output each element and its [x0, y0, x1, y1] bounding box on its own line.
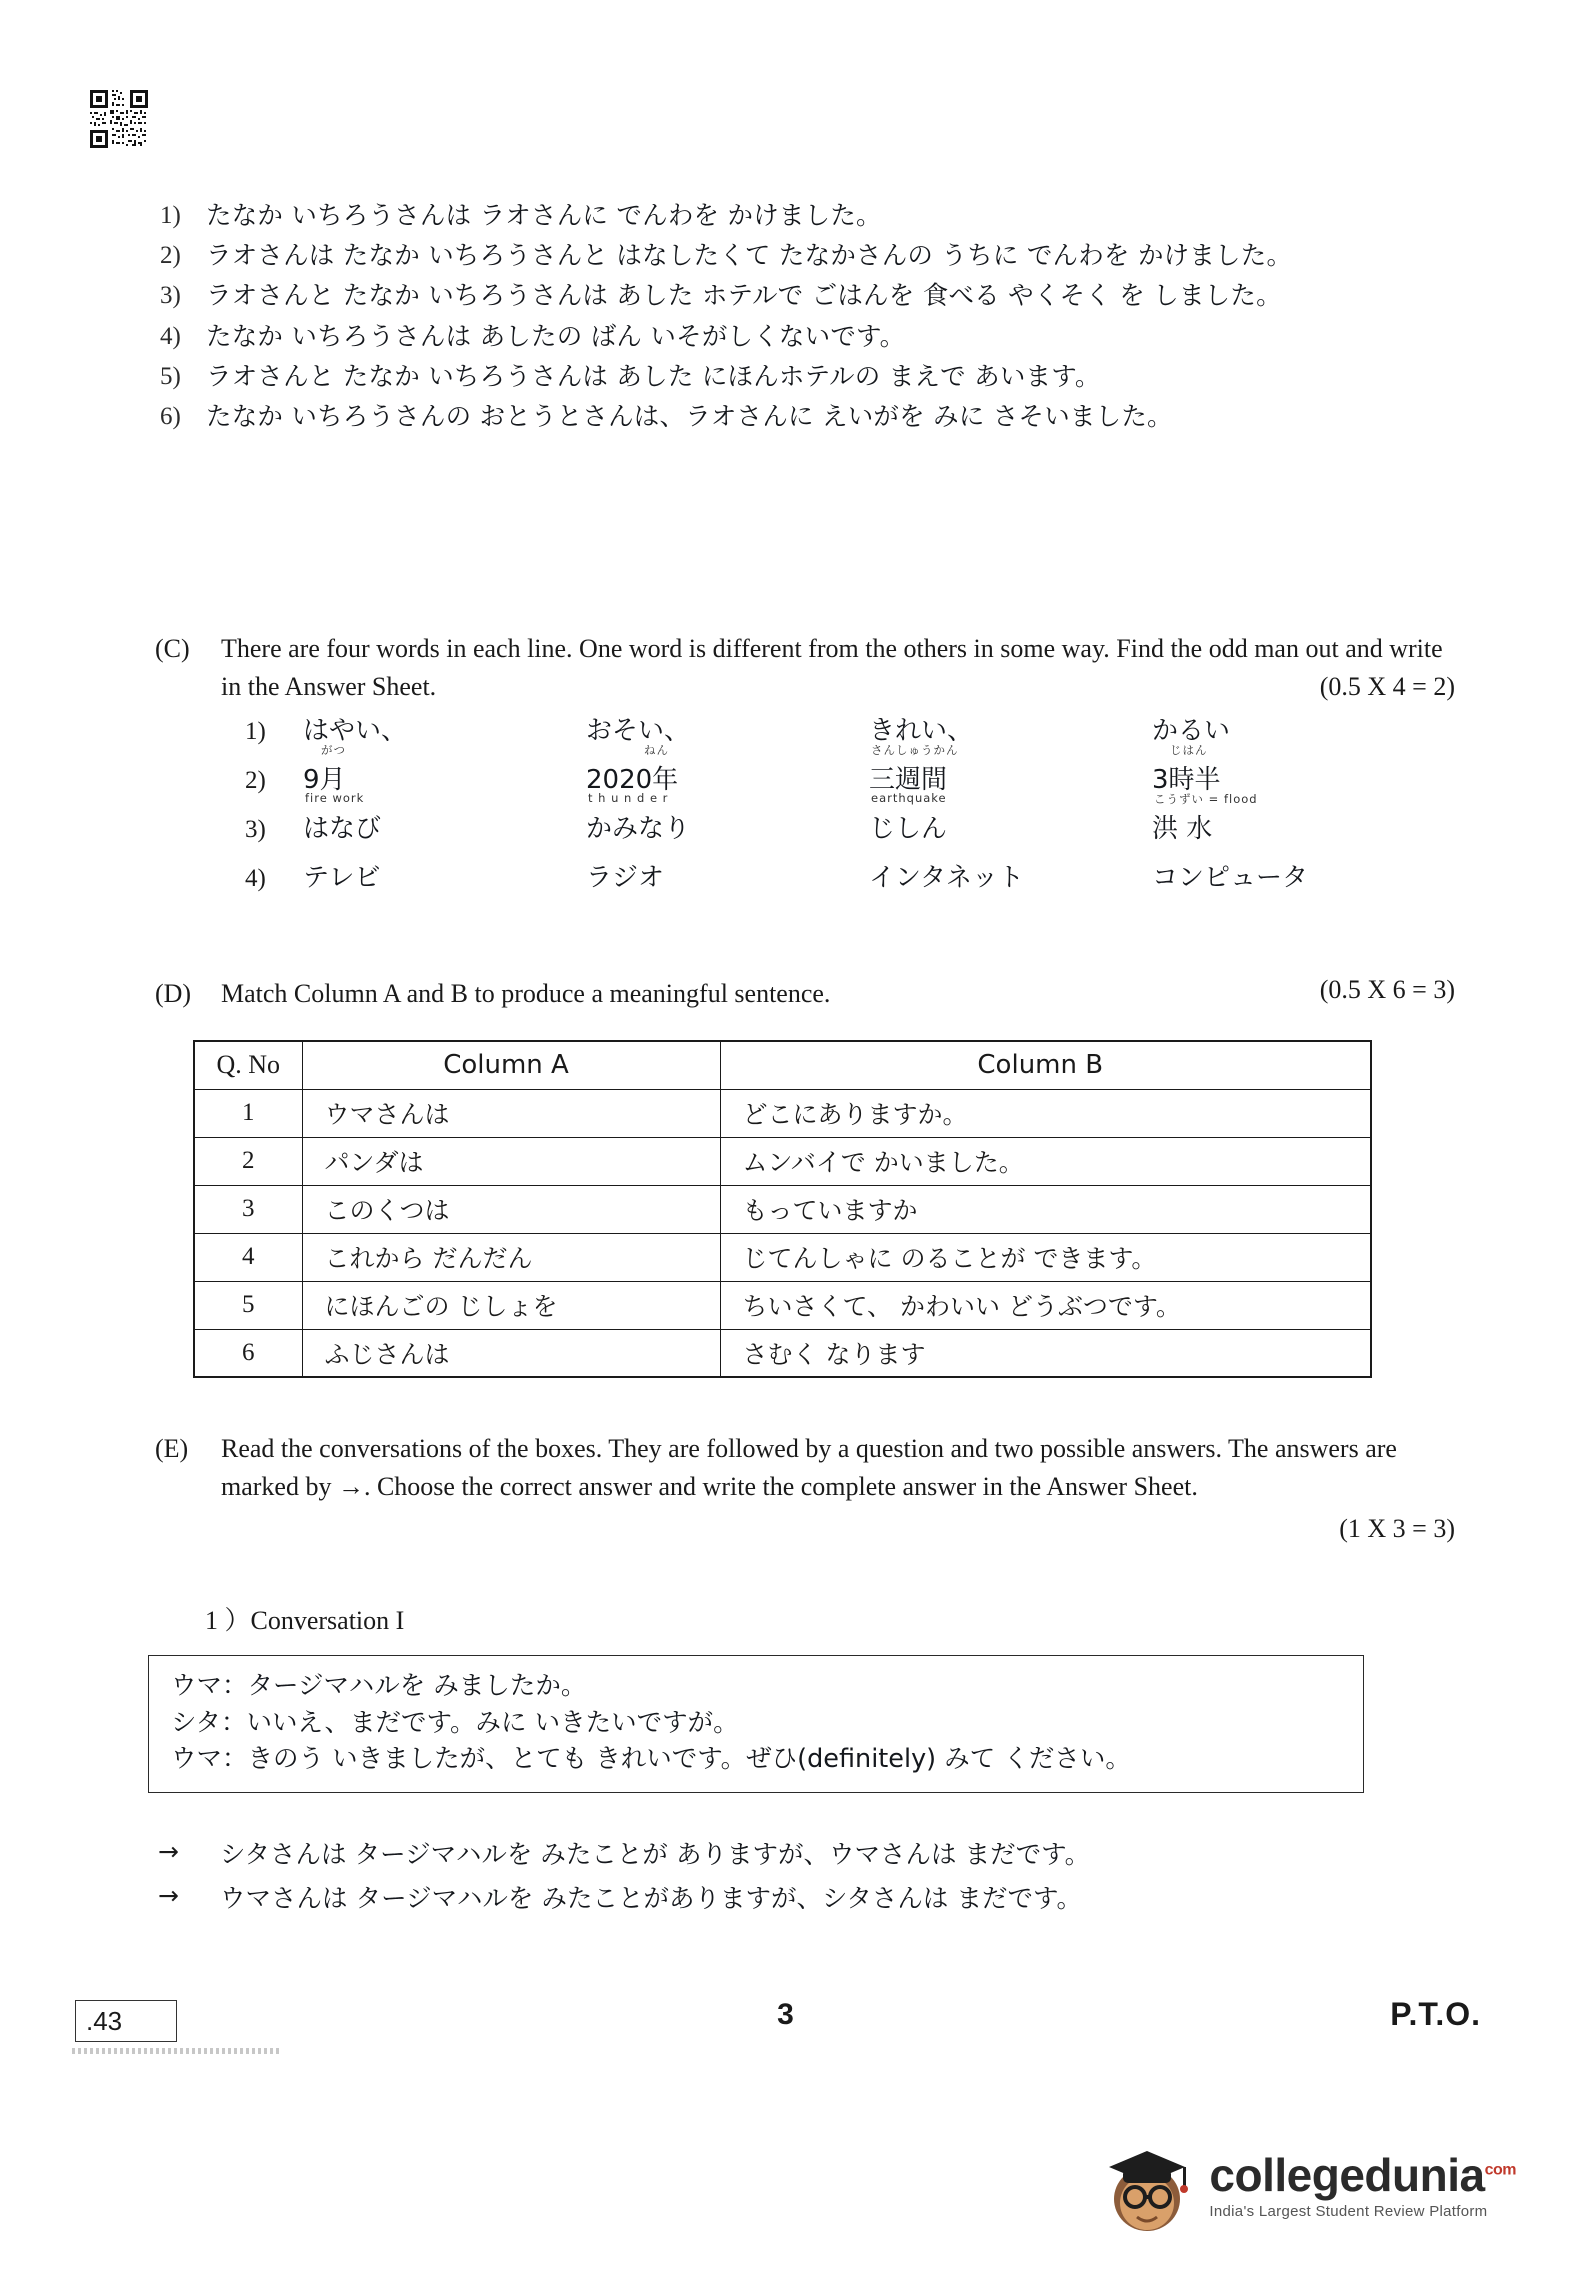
odd-word-text: きれい、 [869, 716, 974, 746]
odd-word [303, 857, 586, 895]
table-row [194, 1089, 1371, 1137]
odd-word-text: 2020年 [586, 765, 679, 795]
odd-word-ruby: がつ [321, 743, 346, 757]
column-header-qno: Q. No [194, 1041, 302, 1089]
odd-word-text: かみなり [586, 814, 691, 844]
cell-qno: 1 [194, 1089, 302, 1137]
answer-option [158, 1879, 1458, 1915]
answer-options [158, 1835, 1458, 1923]
section-d-instruction: Match Column A and B to produce a meaningful sentence. [221, 979, 831, 1008]
qr-code-icon [88, 88, 150, 150]
list-item-number: 4) [160, 322, 181, 350]
odd-row-number: 2) [245, 767, 266, 794]
list-item-text: たなか いちろうさんの おとうとさんは、ラオさんに えいがを みに さそいました。 [206, 402, 1173, 433]
cell-column-b: ちいさくて、 かわいい どうぶつです。 [720, 1281, 1371, 1329]
table-row [194, 1185, 1371, 1233]
section-d-label: (D) [155, 979, 192, 1008]
list-item-number: 5) [160, 362, 181, 390]
list-item-number: 1) [160, 202, 181, 229]
odd-row [245, 857, 1475, 895]
section-e-instruction: Read the conversations of the boxes. They are followed by a question and two possible answers. The answers are marked by →. Choose the correct answer and write the complete answer in the Answer Sheet. [221, 1434, 1397, 1501]
pto-label: P.T.O. [1390, 1996, 1481, 2032]
cell-column-b: じてんしゃに のることが できます。 [720, 1233, 1371, 1281]
footer-divider [72, 2048, 282, 2054]
odd-word [586, 710, 869, 748]
list-item [160, 359, 1460, 395]
odd-word [586, 791, 869, 846]
arrow-icon: → [158, 1837, 179, 1866]
odd-word-text: はやい、 [303, 716, 408, 746]
section-c-instruction: There are four words in each line. One word is different from the others in some way. Find the odd man out and write in the Answer Sheet. [221, 634, 1443, 701]
collegedunia-watermark [1099, 2137, 1516, 2233]
odd-word-text: ラジオ [586, 863, 665, 893]
cell-qno: 5 [194, 1281, 302, 1329]
table-row [194, 1233, 1371, 1281]
odd-word-ruby: t h u n d e r [588, 791, 669, 805]
odd-word [869, 857, 1152, 895]
odd-row [245, 743, 1475, 797]
odd-word-text: インタネット [869, 863, 1024, 893]
odd-one-out-grid [245, 710, 1475, 906]
section-c-label: (C) [155, 634, 190, 663]
odd-word [869, 791, 1152, 846]
table-row [194, 1137, 1371, 1185]
odd-word-ruby: ねん [644, 743, 669, 757]
japanese-sentence-list [160, 198, 1460, 439]
list-item-number: 6) [160, 403, 181, 431]
list-item-text: ラオさんと たなか いちろうさんは あした ホテルで ごはんを 食べる やくそく を しました。 [206, 281, 1282, 312]
section-c [155, 630, 1455, 705]
cell-column-b: もっていますか [720, 1185, 1371, 1233]
conversation-box [148, 1655, 1364, 1793]
odd-row-number: 4) [245, 865, 266, 892]
cell-column-a: にほんごの じしょを [302, 1281, 720, 1329]
odd-word-ruby: こうずい = flood [1154, 792, 1258, 806]
answer-text: シタさんは タージマハルを みたことが ありますが、ウマさんは まだです。 [220, 1840, 1091, 1870]
graduate-student-avatar-icon [1099, 2137, 1195, 2233]
list-item-text: ラオさんは たなか いちろうさんと はなしたくて たなかさんの うちに でんわを かけました。 [206, 241, 1293, 272]
conversation-line: シタ：いいえ、まだです。みに いきたいですが。 [171, 1707, 739, 1738]
cell-column-b: さむく なります [720, 1329, 1371, 1377]
odd-row-number: 3) [245, 816, 266, 843]
match-columns-table [193, 1040, 1372, 1378]
odd-word-text: 洪 水 [1152, 814, 1213, 844]
list-item-text: たなか いちろうさんは ラオさんに でんわを かけました。 [206, 201, 882, 231]
list-item-number: 3) [160, 282, 181, 310]
odd-word-text: おそい、 [586, 716, 691, 746]
cell-column-b: どこにありますか。 [720, 1089, 1371, 1137]
cell-qno: 4 [194, 1233, 302, 1281]
conversation-line: ウマ：タージマハルを みましたか。 [171, 1671, 587, 1701]
list-item [160, 319, 1460, 355]
odd-word [303, 791, 586, 846]
odd-word [586, 857, 869, 895]
answer-option [158, 1835, 1458, 1871]
list-item [160, 278, 1460, 314]
watermark-tagline: India's Largest Student Review Platform [1209, 2202, 1488, 2220]
page-number: 3 [777, 1998, 794, 2031]
odd-word-ruby: fire work [305, 791, 365, 805]
cell-column-a: ウマさんは [302, 1089, 720, 1137]
list-item [160, 238, 1460, 274]
table-row [194, 1329, 1371, 1377]
list-item-text: たなか いちろうさんは あしたの ばん いそがしくないです。 [206, 321, 906, 352]
watermark-superscript: com [1484, 2161, 1516, 2179]
odd-row-number: 1) [245, 718, 266, 745]
odd-row [245, 710, 1475, 748]
odd-word-ruby: さんしゅうかん [871, 743, 959, 757]
answer-text: ウマさんは タージマハルを みたことがありますが、シタさんは まだです。 [220, 1884, 1082, 1914]
cell-column-a: このくつは [302, 1185, 720, 1233]
table-row [194, 1281, 1371, 1329]
odd-word-text: じしん [869, 814, 948, 844]
cell-column-b: ムンバイで かいました。 [720, 1137, 1371, 1185]
footer-code: .43 [75, 2000, 177, 2042]
odd-word-text: テレビ [303, 863, 381, 893]
cell-qno: 2 [194, 1137, 302, 1185]
odd-word [1152, 792, 1435, 846]
cell-column-a: これから だんだん [302, 1233, 720, 1281]
cell-column-a: パンダは [302, 1137, 720, 1185]
list-item-number: 2) [160, 242, 181, 270]
odd-word-text: かるい [1152, 716, 1231, 746]
column-header-b: Column B [720, 1041, 1371, 1089]
odd-word-text: 三週間 [869, 765, 948, 795]
section-d-marks: (0.5 X 6 = 3) [1319, 975, 1455, 1004]
odd-word [1152, 857, 1435, 895]
section-e [155, 1430, 1455, 1543]
conversation-label: 1 ）Conversation I [205, 1606, 405, 1635]
cell-qno: 6 [194, 1329, 302, 1377]
section-e-label: (E) [155, 1434, 189, 1463]
list-item [160, 198, 1460, 234]
odd-word-text: はなび [303, 814, 382, 844]
odd-word-text: 9月 [303, 765, 346, 795]
conversation-line: ウマ：きのう いきましたが、とても きれいです。ぜひ(definitely) みて ください。 [171, 1744, 1131, 1775]
cell-column-a: ふじさんは [302, 1329, 720, 1377]
arrow-icon: → [158, 1881, 179, 1910]
table-header-row [194, 1041, 1371, 1089]
list-item-text: ラオさんと たなか いちろうさんは あした にほんホテルの まえで あいます。 [206, 361, 1101, 392]
odd-row [245, 791, 1475, 846]
odd-word-text: コンピュータ [1152, 863, 1309, 893]
column-header-a: Column A [302, 1041, 720, 1089]
odd-word-ruby: earthquake [871, 791, 947, 805]
section-d [155, 975, 1455, 1013]
list-item [160, 399, 1460, 435]
watermark-name: collegedunia$^{com}$ [1209, 2148, 1516, 2201]
cell-qno: 3 [194, 1185, 302, 1233]
odd-word-ruby: じはん [1170, 743, 1208, 757]
odd-word-text: 3時半 [1152, 765, 1221, 795]
section-c-marks: (0.5 X 4 = 2) [1319, 672, 1455, 701]
section-e-marks: (1 X 3 = 3) [1339, 1514, 1455, 1543]
